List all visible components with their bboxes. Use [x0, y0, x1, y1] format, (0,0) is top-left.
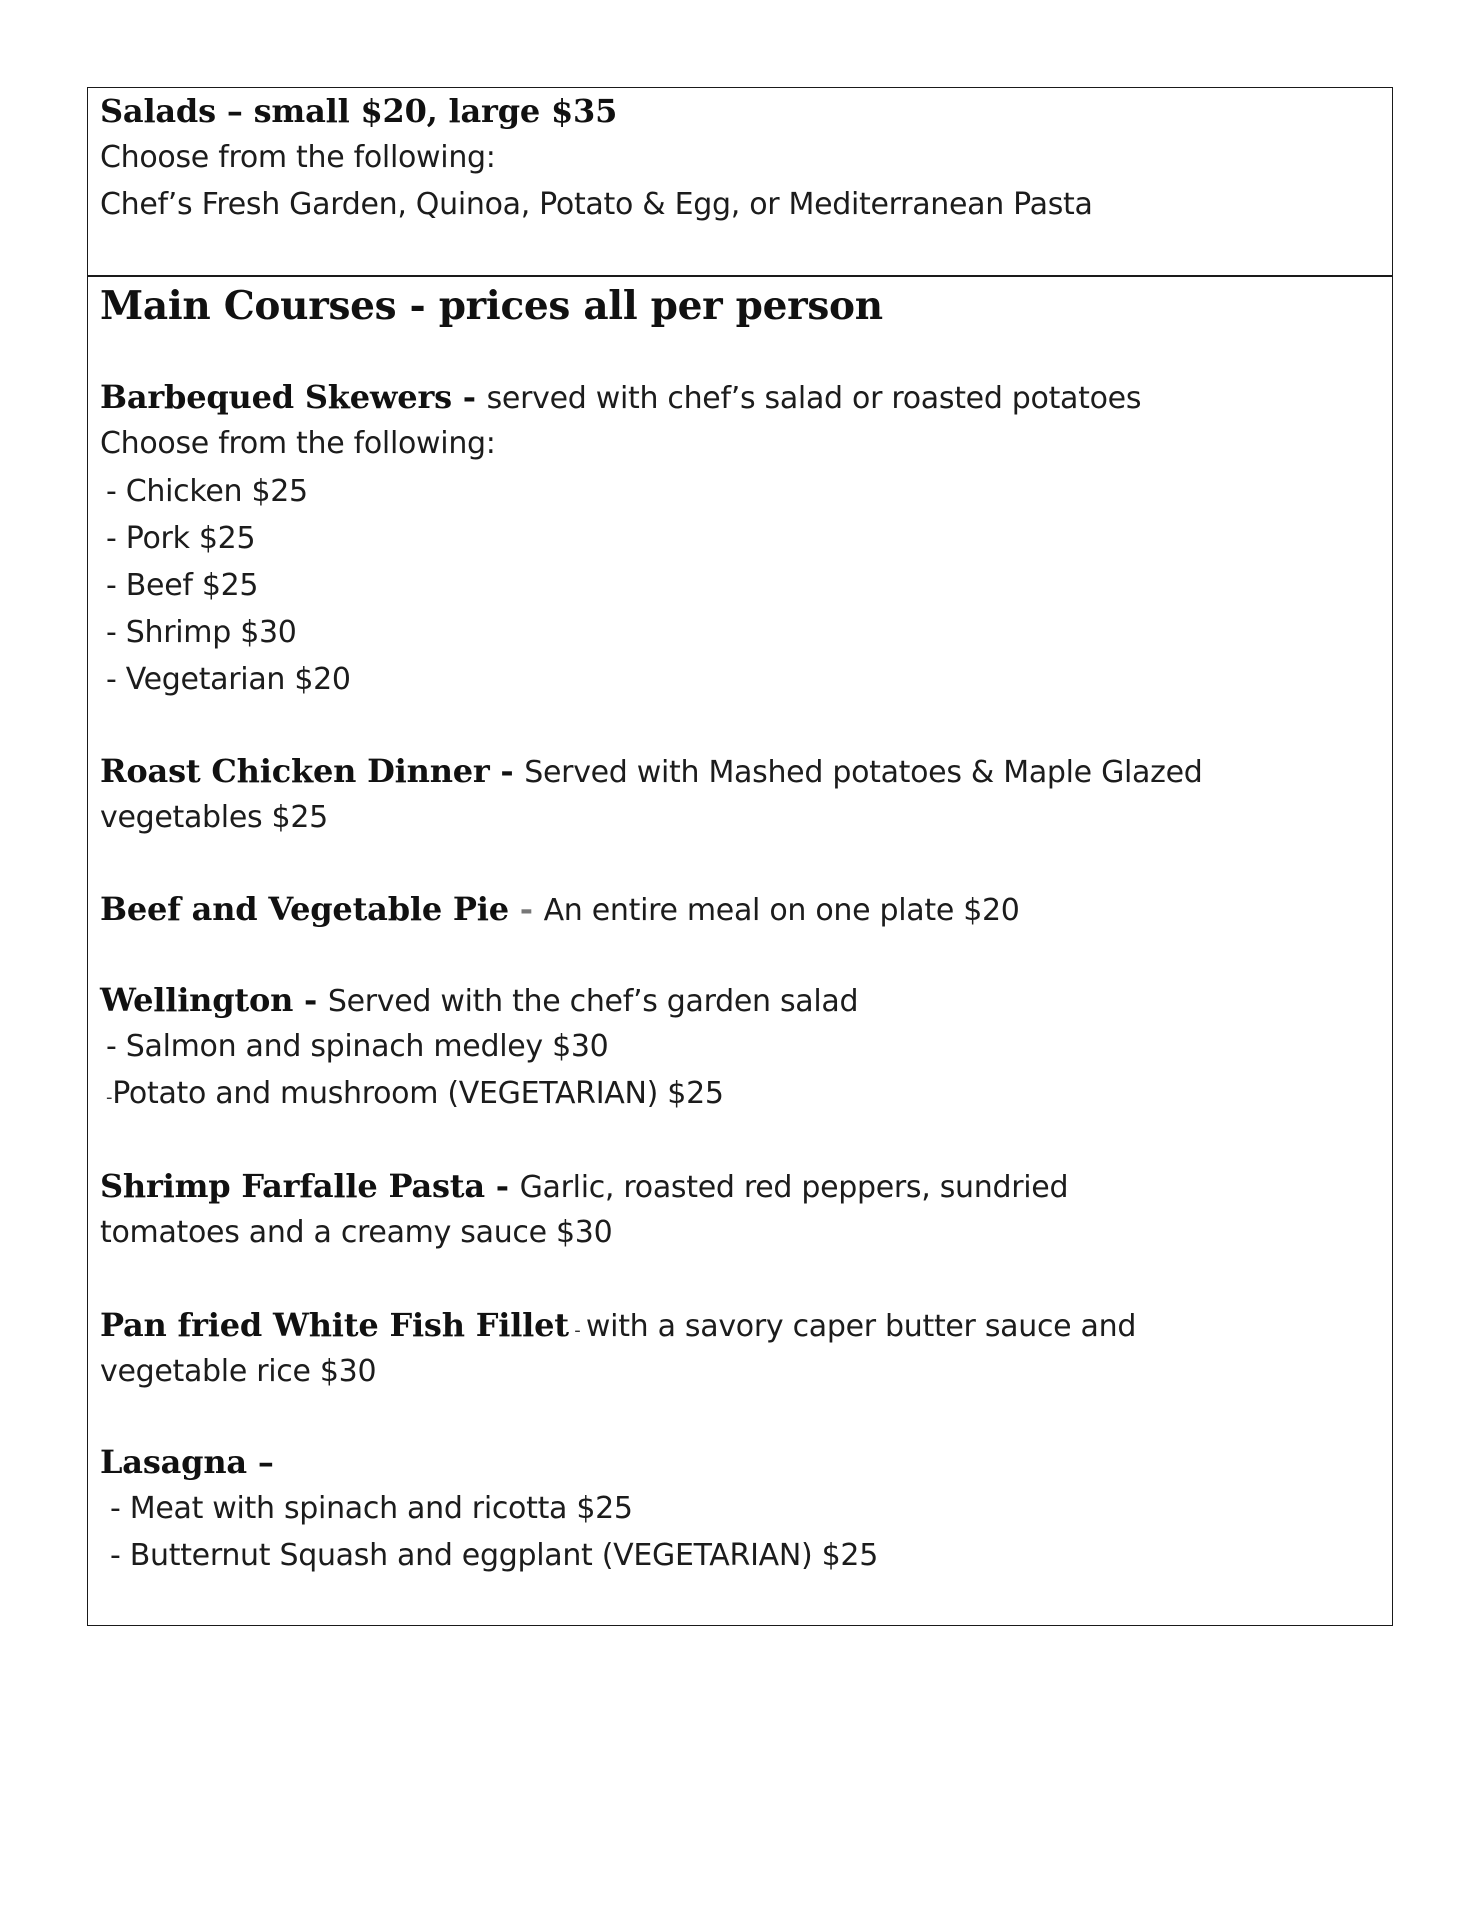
pasta-description: Garlic, roasted red peppers, sundried [519, 1170, 1069, 1205]
fish-separator: - [568, 1320, 586, 1341]
fish-title: Pan fried White Fish Fillet [100, 1306, 569, 1344]
roast-chicken-title: Roast Chicken Dinner [100, 752, 490, 790]
wellington-option-dash: - [106, 1087, 113, 1108]
pie-description: An entire meal on one plate $20 [543, 893, 1020, 928]
wellington-title: Wellington [100, 981, 294, 1019]
skewers-option-pork: - Pork $25 [106, 521, 256, 556]
lasagna-title: Lasagna – [100, 1443, 274, 1481]
lasagna-option-meat: - Meat with spinach and ricotta $25 [110, 1491, 633, 1526]
skewers-option-beef: - Beef $25 [106, 568, 259, 603]
skewers-option-shrimp: - Shrimp $30 [106, 615, 297, 650]
main-courses-heading: Main Courses - prices all per person [100, 283, 883, 329]
pie-item [100, 890, 1020, 928]
salads-instruction: Choose from the following: [100, 140, 496, 175]
skewers-description: served with chef’s salad or roasted potatoes [486, 381, 1142, 416]
roast-chicken-description: Served with Mashed potatoes & Maple Glazed [524, 755, 1203, 790]
skewers-instruction: Choose from the following: [100, 426, 496, 461]
pasta-item [100, 1167, 1068, 1205]
wellington-separator: - [293, 981, 328, 1019]
fish-description: with a savory caper butter sauce and [585, 1309, 1137, 1344]
roast-chicken-separator: - [489, 752, 525, 790]
wellington-item [100, 981, 858, 1019]
salads-heading: Salads – small $20, large $35 [100, 92, 618, 130]
pasta-title: Shrimp Farfalle Pasta [100, 1167, 485, 1205]
skewers-title: Barbequed Skewers [100, 378, 452, 416]
skewers-item [100, 378, 1141, 416]
skewers-separator: - [451, 378, 487, 416]
wellington-option-potato-text: Potato and mushroom (VEGETARIAN) $25 [112, 1076, 724, 1111]
wellington-option-salmon: - Salmon and spinach medley $30 [106, 1029, 609, 1064]
roast-chicken-description-cont: vegetables $25 [100, 800, 328, 835]
wellington-description: Served with the chef’s garden salad [327, 984, 859, 1019]
fish-item [100, 1306, 1136, 1344]
pie-title: Beef and Vegetable Pie [100, 890, 509, 928]
wellington-option-potato [106, 1076, 724, 1111]
skewers-option-chicken: - Chicken $25 [106, 474, 308, 509]
pasta-description-cont: tomatoes and a creamy sauce $30 [100, 1215, 613, 1250]
skewers-option-vegetarian: - Vegetarian $20 [106, 662, 351, 697]
lasagna-option-vegetarian: - Butternut Squash and eggplant (VEGETARIAN) $25 [110, 1538, 878, 1573]
fish-description-cont: vegetable rice $30 [100, 1354, 377, 1389]
roast-chicken-item [100, 752, 1203, 790]
salads-options: Chef’s Fresh Garden, Quinoa, Potato & Egg, or Mediterranean Pasta [100, 187, 1093, 222]
pie-separator: - [508, 890, 544, 928]
pasta-separator: - [484, 1167, 520, 1205]
